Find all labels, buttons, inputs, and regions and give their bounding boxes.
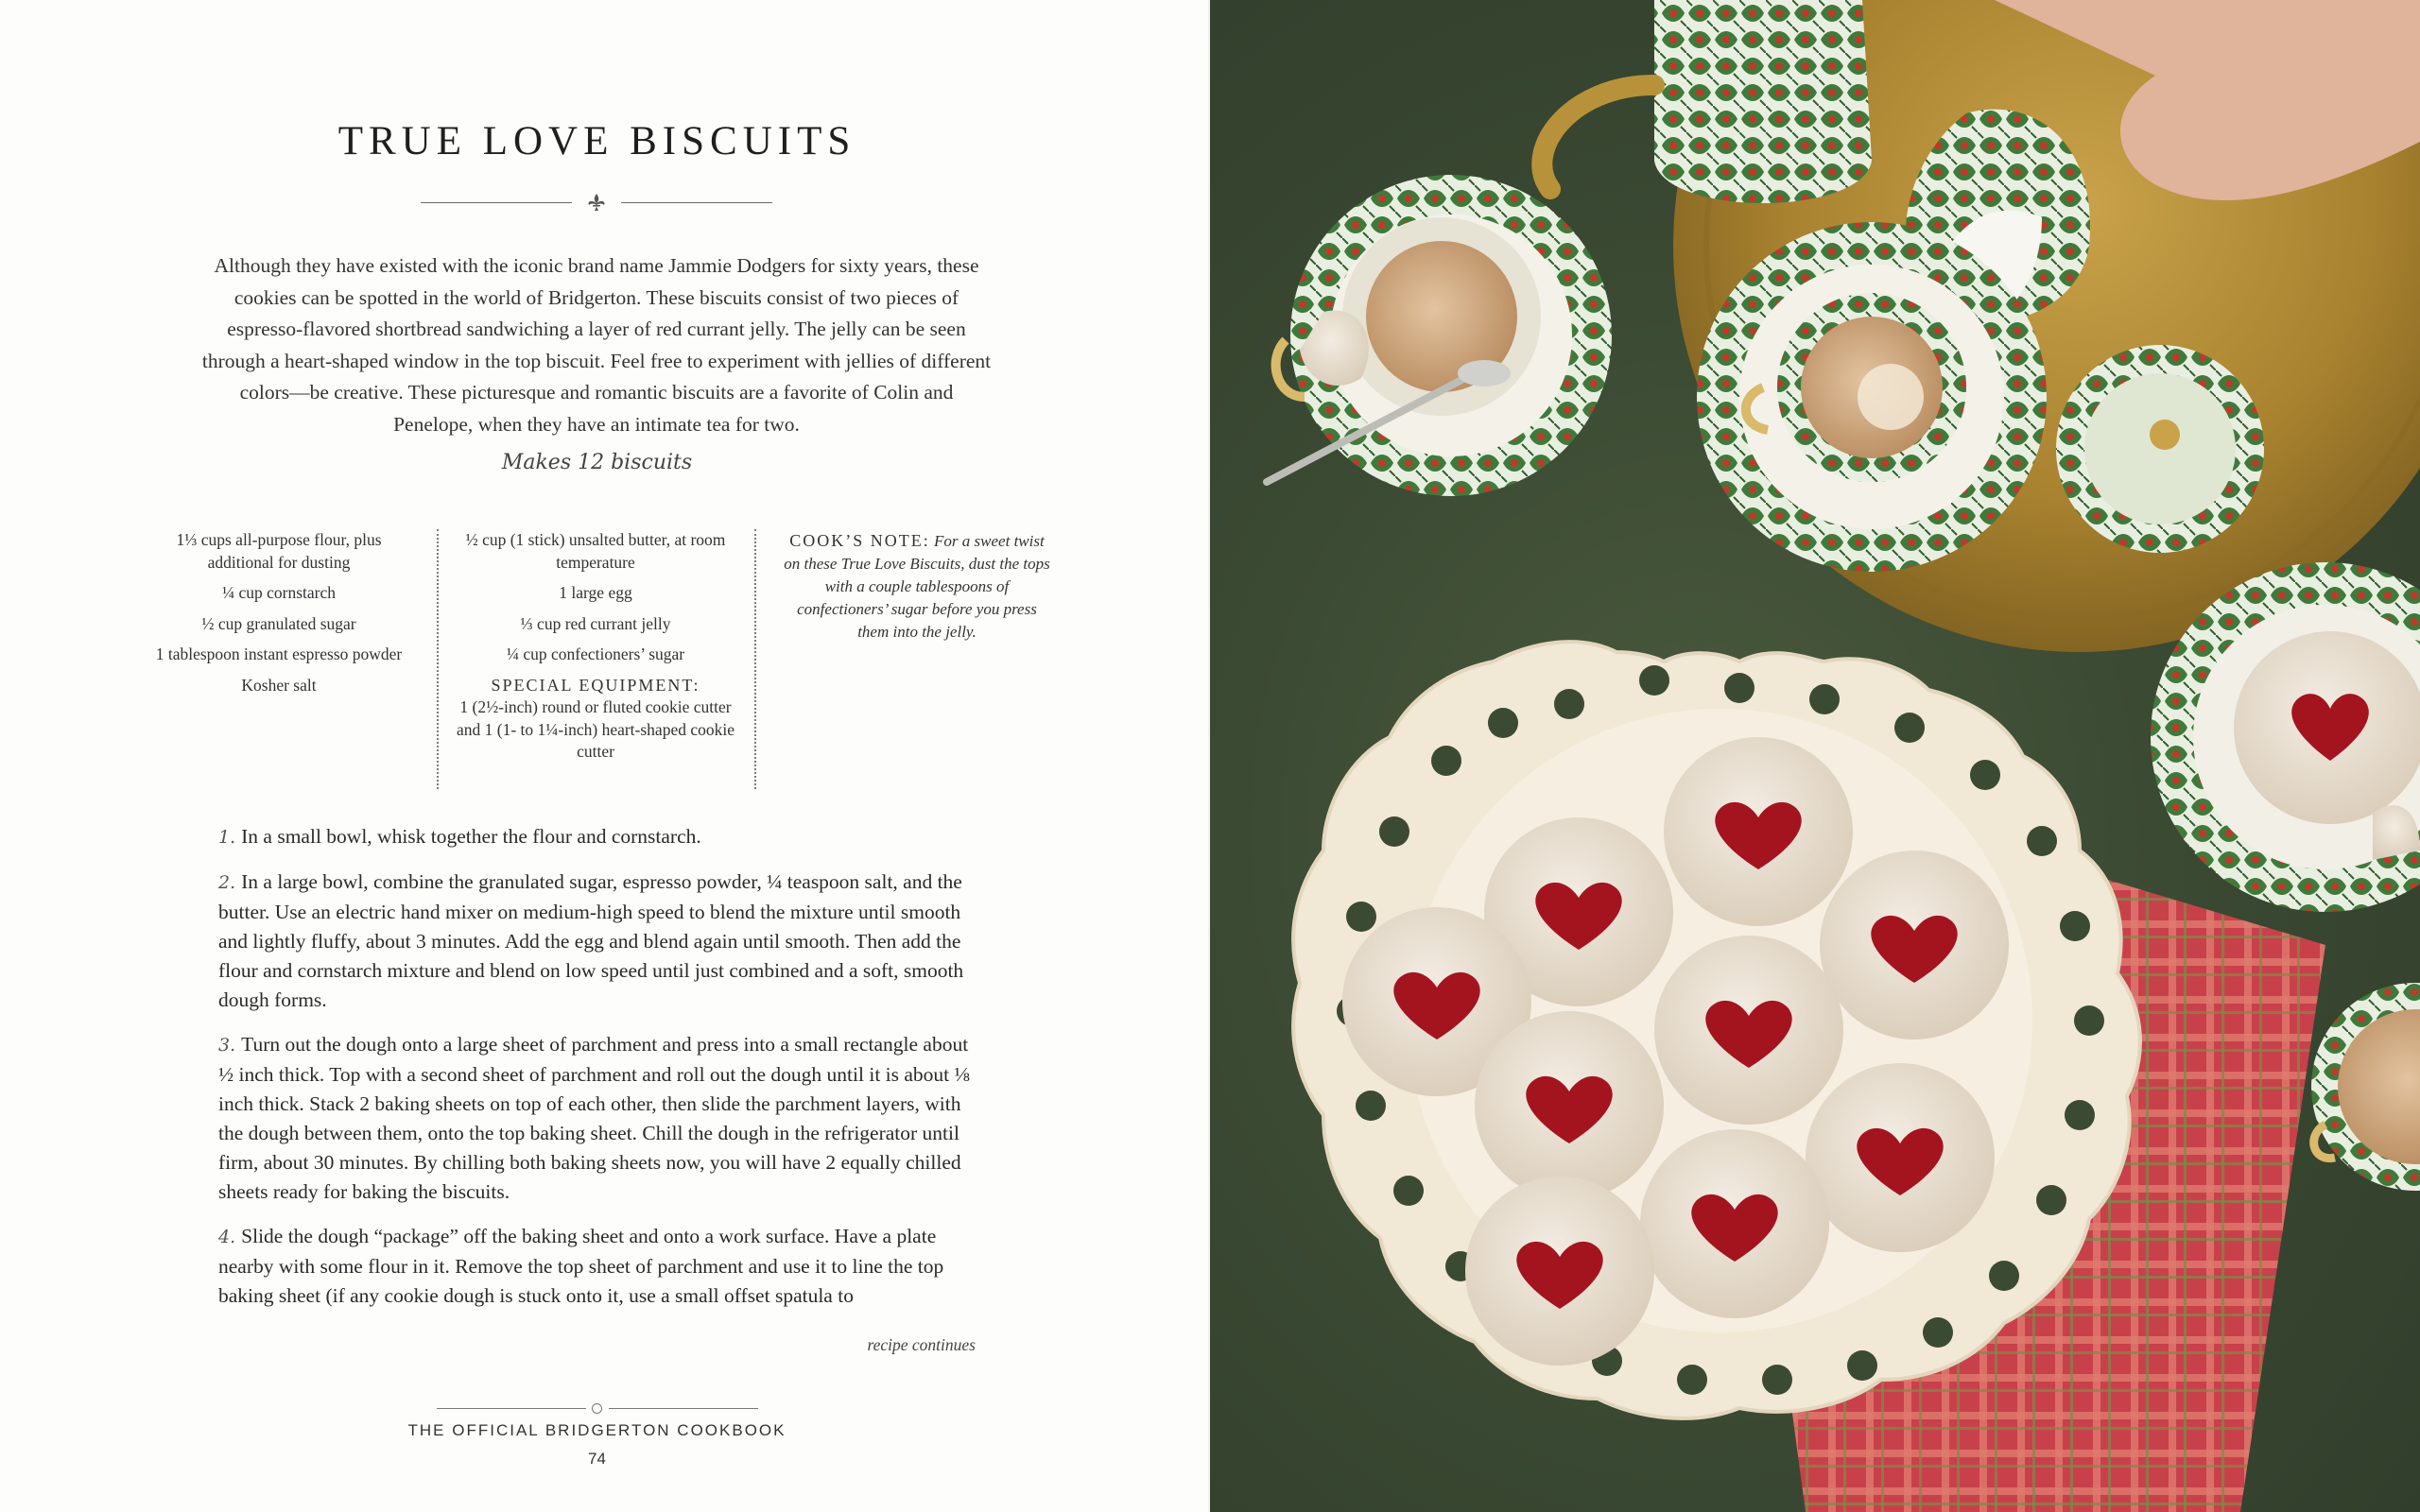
recipe-photo <box>1210 0 2420 1512</box>
fleur-de-lis-icon <box>583 193 610 212</box>
ingredient-item: ⅓ cup red currant jelly <box>520 613 671 633</box>
cookie <box>1654 936 1843 1125</box>
step-number: 1. <box>218 827 236 848</box>
cookie <box>1806 1063 1995 1252</box>
ingredient-item: 1 tablespoon instant espresso powder <box>155 644 403 663</box>
equipment-heading: SPECIAL EQUIPMENT: <box>491 675 700 695</box>
cooks-note-label: COOK’S NOTE: <box>789 531 930 550</box>
ingredient-item: Kosher salt <box>241 675 317 695</box>
method-step <box>218 1222 975 1311</box>
cookie <box>1820 850 2009 1040</box>
equipment-text: 1 (2½-inch) round or fluted cookie cutter and 1 (1- to 1¼-inch) heart-shaped cookie cutter <box>457 697 735 761</box>
ingredient-item: ½ cup (1 stick) unsalted butter, at room temperature <box>465 530 726 572</box>
method-step <box>218 822 975 852</box>
method-step <box>218 1030 975 1207</box>
step-text: Slide the dough “package” off the baking sheet and onto a work surface. Have a plate nearby with some flour in it. Remove the top sheet of parchment and use it to line the top baking sheet (if any cookie dough is stuck onto it, use a small offset spatula to <box>218 1225 944 1307</box>
column-divider <box>754 529 756 789</box>
cookie <box>1475 1011 1664 1200</box>
cookie <box>1664 737 1853 926</box>
step-number: 2. <box>218 872 236 893</box>
page-number: 74 <box>588 1450 606 1468</box>
teacup-left <box>1267 175 1612 496</box>
ingredient-item: ½ cup granulated sugar <box>201 613 356 633</box>
cooks-note <box>780 529 1054 644</box>
teacup-bottom-right <box>2311 983 2420 1191</box>
ingredient-item: 1⅓ cups all-purpose flour, plus additional for dusting <box>176 530 382 572</box>
title-ornament <box>421 193 772 212</box>
book-title: THE OFFICIAL BRIDGERTON COOKBOOK <box>407 1421 786 1439</box>
sugar-bowl <box>2056 345 2264 553</box>
step-text: In a large bowl, combine the granulated sugar, espresso powder, ¼ teaspoon salt, and the butter. Use an electric hand mixer on medium-high speed to blend the mixture until smooth and lightly fluffy, about 3 minutes. Add the egg and blend again until smooth. Then add the flour and cornstarch mixture and blend on low speed until just combined and a soft, smooth dough forms. <box>218 870 964 1011</box>
photo-illustration <box>1210 0 2420 1512</box>
ingredients-column-2 <box>449 529 742 764</box>
ingredients-section <box>147 529 1054 789</box>
method-step <box>218 868 975 1015</box>
method-steps <box>218 822 975 1326</box>
ingredient-item: ¼ cup cornstarch <box>221 583 337 602</box>
teapot <box>1542 0 1872 203</box>
cookie <box>1640 1129 1829 1318</box>
step-number: 4. <box>218 1227 236 1247</box>
ingredient-item: ¼ cup confectioners’ sugar <box>506 644 685 663</box>
recipe-title: TRUE LOVE BISCUITS <box>337 119 856 163</box>
cooks-note-text: For a sweet twist on these True Love Biscuits, dust the tops with a couple tablespoons of confectioners’ sugar before you press them into the jelly. <box>784 532 1050 641</box>
recipe-yield: Makes 12 biscuits <box>501 451 693 474</box>
ingredients-column-1 <box>147 529 411 705</box>
step-text: Turn out the dough onto a large sheet of parchment and press into a small rectangle about ½ inch thick. Top with a second sheet of parchment and roll out the dough until it is about ⅛ inch thick. Stack 2 baking sheets on top of each other, then slide the parchment layers, with the dough between them, onto the top baking sheet. Chill the dough in the refrigerator until firm, about 30 minutes. By chilling both baking sheets now, you will have 2 equally chilled sheets ready for baking the biscuits. <box>218 1033 970 1203</box>
step-number: 3. <box>218 1035 236 1056</box>
column-divider <box>437 529 439 789</box>
recipe-intro: Although they have existed with the iconic brand name Jammie Dodgers for sixty years, these cookies can be spotted in the world of Bridgerton. These biscuits consist of two pieces of espresso-flavored shortbread sandwiching a layer of red currant jelly. The jelly can be seen through a heart-shaped window in the top biscuit. Feel free to experiment with jellies of different colors—be creative. These picturesque and romantic biscuits are a favorite of Colin and Penelope, when they have an intimate tea for two. <box>201 254 992 436</box>
cookie <box>1465 1177 1654 1366</box>
footer-ornament <box>437 1402 758 1414</box>
ingredient-item: 1 large egg <box>559 583 632 602</box>
step-text: In a small bowl, whisk together the flour and cornstarch. <box>241 825 701 848</box>
teacup-center <box>1697 222 2047 572</box>
recipe-continues: recipe continues <box>867 1335 976 1354</box>
